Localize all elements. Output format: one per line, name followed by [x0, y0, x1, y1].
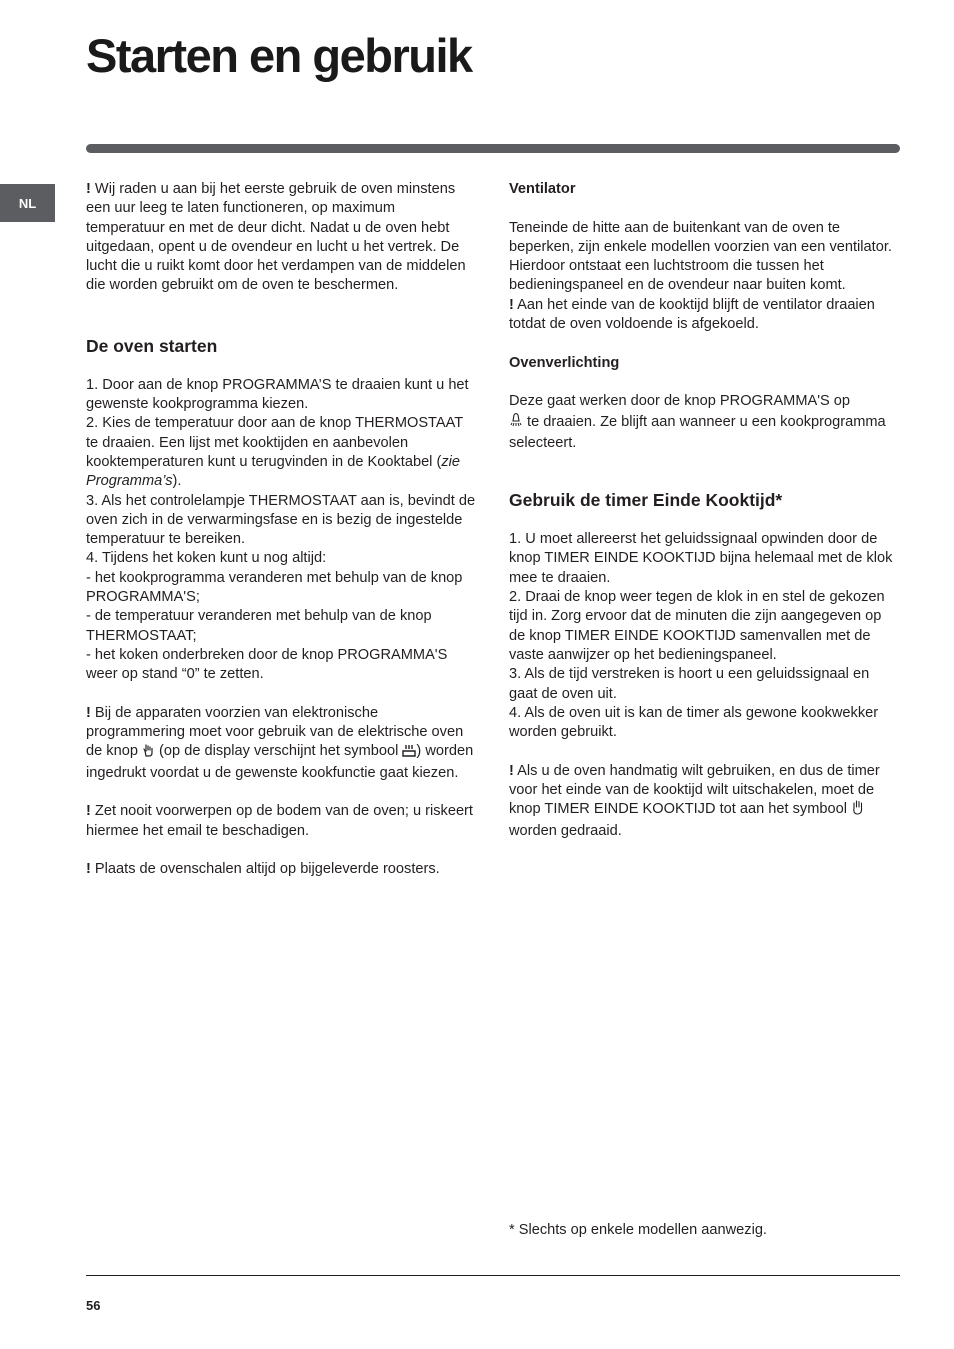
ventilator-text: Teneinde de hitte aan de buitenkant van de oven te beperken, zijn enkele modellen voorzien van een ventilator. Hierdoor ontstaat een luchtstroom die tussen het bedieningspaneel en de ovendeur naar buiten komt. — [509, 219, 892, 294]
timer-step-1: 1. U moet allereerst het geluidssignaal opwinden door de knop TIMER EINDE KOOKTIJD bijna helemaal met de klok mee te draaien. — [509, 531, 893, 586]
pot-symbol-icon — [402, 744, 416, 763]
footer-divider — [86, 1275, 900, 1276]
footnote: * Slechts op enkele modellen aanwezig. — [509, 1222, 767, 1238]
section-heading-timer: Gebruik de timer Einde Kooktijd* — [509, 490, 783, 511]
step-4a: - het kookprogramma veranderen met behulp van de knop PROGRAMMA'S; — [86, 569, 463, 606]
page-title: Starten en gebruik — [86, 29, 472, 82]
step-3: 3. Als het controlelampje THERMOSTAAT aan is, bevindt de oven zich in de verwarmingsfase en is bezig de ingestelde temperatuur te bereiken. — [86, 492, 476, 548]
warning-mark: ! — [86, 181, 91, 197]
subheading-ovenverlichting: Ovenverlichting — [509, 354, 620, 371]
oven-lamp-icon — [509, 412, 523, 434]
page-number: 56 — [86, 1298, 101, 1313]
cross-reference: zie Programma’s — [86, 453, 460, 490]
step-4b: - de temperatuur veranderen met behulp van de knop THERMOSTAAT; — [86, 608, 432, 644]
step-2: 2. Kies de temperatuur door aan de knop THERMOSTAAT te draaien. Een lijst met kooktijden en aanbevolen kooktemperaturen kunt u terugvinden in de Kooktabel (zie Programma’s). — [86, 415, 463, 490]
timer-note: ! Als u de oven handmatig wilt gebruiken, en dus de timer voor het einde van de kooktijd wilt uitschakelen, moet de knop TIMER EINDE KOOKTIJD tot aan het symbool worden gedraaid. — [509, 762, 880, 839]
step-4: 4. Tijdens het koken kunt u nog altijd: — [86, 550, 327, 567]
right-column — [509, 180, 899, 841]
note-oven-bottom: ! Zet nooit voorwerpen op de bodem van de oven; u riskeert hiermee het email te beschadigen. — [86, 803, 473, 839]
left-column — [86, 180, 476, 880]
section-heading-oven-starten: De oven starten — [86, 335, 218, 356]
timer-step-2: 2. Draai de knop weer tegen de klok in en stel de gekozen tijd in. Zorg ervoor dat de minuten die zijn aangegeven op de knop TIMER EINDE KOOKTIJD samenvallen met de vaste aanwijzer op het bedieningspaneel. — [509, 589, 885, 663]
timer-step-4: 4. Als de oven uit is kan de timer als gewone kookwekker worden gebruikt. — [509, 704, 879, 741]
step-1: 1. Door aan de knop PROGRAMMA’S te draaien kunt u het gewenste kookprogramma kiezen. — [86, 376, 469, 413]
timer-step-3: 3. Als de tijd verstreken is hoort u een geluidssignaal en gaat de oven uit. — [509, 666, 870, 702]
manual-hand-icon — [851, 800, 864, 821]
title-divider — [86, 144, 900, 153]
note-electronic-programming: ! Bij de apparaten voorzien van elektronische programmering moet voor gebruik van de elektrische oven de knop (op de display verschijnt het symbool ) worden ingedrukt voordat u de gewenste kookfunctie gaat kiezen. — [86, 704, 474, 781]
lighting-text: Deze gaat werken door de knop PROGRAMMA'S op te draaien. Ze blijft aan wanneer u een kookprogramma selecteert. — [509, 393, 886, 451]
note-oven-dishes: ! Plaats de ovenschalen altijd op bijgeleverde roosters. — [86, 861, 440, 878]
ventilator-note: ! Aan het einde van de kooktijd blijft de ventilator draaien totdat de oven voldoende is afgekoeld. — [509, 296, 875, 333]
intro-paragraph: ! Wij raden u aan bij het eerste gebruik de oven minstens een uur leeg te laten functioneren, op maximum temperatuur en met de deur dicht. Nadat u de oven hebt uitgedaan, opent u de ovendeur en lucht u het vertrek. De lucht die u ruikt komt door het verdampen van de middelen die worden gebruikt om de oven te beschermen. — [86, 181, 466, 294]
step-4c: - het koken onderbreken door de knop PROGRAMMA'S weer op stand “0” te zetten. — [86, 646, 448, 683]
language-tab: NL — [0, 184, 55, 222]
subheading-ventilator: Ventilator — [509, 181, 576, 197]
hand-press-icon — [142, 743, 155, 763]
